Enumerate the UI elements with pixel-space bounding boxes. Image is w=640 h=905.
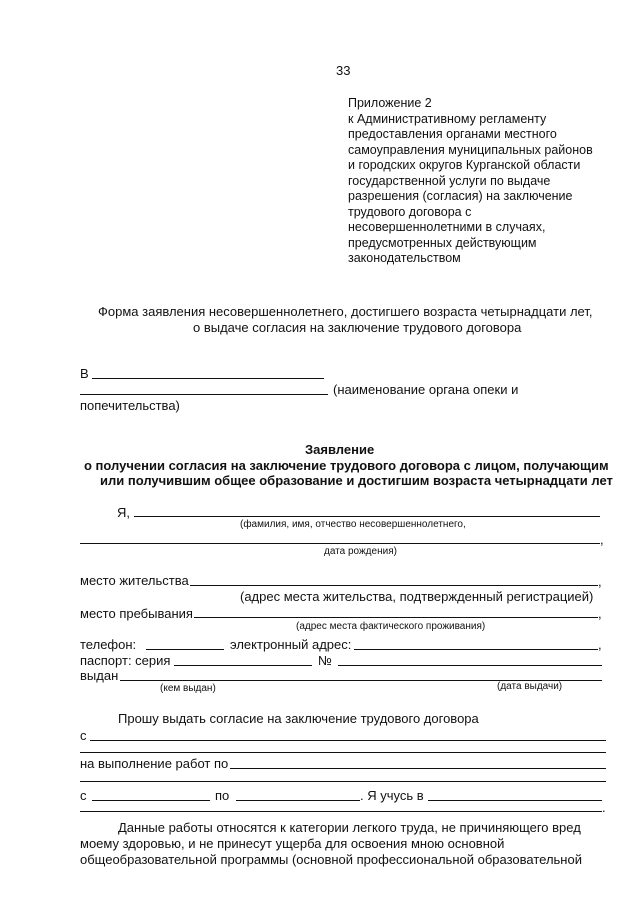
passport-series-field[interactable] bbox=[174, 665, 312, 666]
statement-title: Заявление bbox=[305, 442, 375, 457]
residence-field[interactable] bbox=[190, 585, 598, 586]
passport-number-field[interactable] bbox=[338, 665, 602, 666]
issue-date-hint: (дата выдачи) bbox=[497, 681, 563, 692]
school-field-line-2[interactable] bbox=[80, 811, 602, 812]
appendix-line: к Административному регламенту bbox=[348, 111, 547, 126]
stay-label: место пребывания bbox=[80, 606, 193, 621]
addressee-prefix: В bbox=[80, 366, 89, 381]
employer-field-line-2[interactable] bbox=[80, 752, 606, 753]
closing-line: общеобразовательной программы (основной профессиональной образовательной bbox=[80, 852, 582, 867]
statement-subtitle-1: о получении согласия на заключение трудового договора с лицом, получающим bbox=[84, 458, 609, 473]
residence-label: место жительства bbox=[80, 573, 189, 588]
form-title-line-2: о выдаче согласия на заключение трудового договора bbox=[193, 320, 522, 335]
work-label: на выполнение работ по bbox=[80, 756, 229, 771]
statement-subtitle-2: или получившим общее образование и достигшим возраста четырнадцати лет bbox=[100, 473, 613, 488]
birth-date-field[interactable] bbox=[80, 543, 600, 544]
study-label: . Я учусь в bbox=[360, 788, 424, 803]
fio-hint: (фамилия, имя, отчество несовершеннолетнего, bbox=[240, 519, 466, 530]
stay-field[interactable] bbox=[194, 617, 598, 618]
organ-name-hint-cont: попечительства) bbox=[80, 398, 180, 413]
appendix-line: государственной услуги по выдаче bbox=[348, 173, 551, 188]
issued-by-hint: (кем выдан) bbox=[160, 683, 216, 694]
organ-name-field-line-1[interactable] bbox=[92, 378, 324, 379]
page-number: 33 bbox=[336, 63, 351, 78]
appendix-line: трудового договора с bbox=[348, 204, 472, 219]
appendix-line: законодательством bbox=[348, 251, 461, 265]
appendix-line: несовершеннолетними в случаях, bbox=[348, 220, 546, 234]
appendix-line: предоставления органами местного bbox=[348, 127, 557, 141]
employer-field[interactable] bbox=[90, 740, 606, 741]
closing-line: Данные работы относятся к категории легкого труда, не причиняющего вред bbox=[118, 820, 581, 835]
issued-label: выдан bbox=[80, 668, 119, 683]
period-from-field[interactable] bbox=[92, 800, 210, 801]
work-field[interactable] bbox=[230, 768, 606, 769]
phone-label: телефон: bbox=[80, 637, 137, 652]
comma: , bbox=[600, 532, 604, 547]
phone-field[interactable] bbox=[146, 649, 224, 650]
period-from-label: с bbox=[80, 788, 87, 803]
birth-date-hint: дата рождения) bbox=[324, 546, 397, 557]
organ-name-hint: (наименование органа опеки и bbox=[333, 382, 519, 397]
organ-name-field-line-2[interactable] bbox=[80, 394, 328, 395]
closing-line: моему здоровью, и не принесут ущерба для освоения мною основной bbox=[80, 836, 505, 851]
form-title-line-1: Форма заявления несовершеннолетнего, достигшего возраста четырнадцати лет, bbox=[98, 304, 593, 319]
fio-field[interactable] bbox=[134, 516, 600, 517]
period-mark: . bbox=[602, 800, 606, 815]
appendix-block bbox=[348, 96, 593, 267]
appendix-line: и городских округов Курганской области bbox=[348, 158, 581, 172]
appendix-line: разрешения (согласия) на заключение bbox=[348, 189, 573, 203]
comma: , bbox=[598, 606, 602, 621]
request-text: Прошу выдать согласие на заключение трудового договора bbox=[118, 711, 479, 726]
passport-number-label: № bbox=[318, 653, 332, 668]
email-label: электронный адрес: bbox=[230, 637, 352, 652]
passport-series-label: паспорт: серия bbox=[80, 653, 171, 668]
comma: , bbox=[598, 574, 602, 589]
employer-label: с bbox=[80, 728, 87, 743]
comma: , bbox=[598, 637, 602, 652]
period-to-label: по bbox=[215, 788, 230, 803]
email-field[interactable] bbox=[354, 649, 598, 650]
period-to-field[interactable] bbox=[236, 800, 360, 801]
appendix-line: самоуправления муниципальных районов bbox=[348, 142, 593, 157]
appendix-line: предусмотренных действующим bbox=[348, 235, 537, 250]
i-label: Я, bbox=[117, 505, 130, 520]
appendix-line: Приложение 2 bbox=[348, 96, 432, 110]
work-field-line-2[interactable] bbox=[80, 781, 606, 782]
residence-hint: (адрес места жительства, подтвержденный регистрацией) bbox=[240, 589, 594, 604]
school-field[interactable] bbox=[428, 800, 602, 801]
stay-hint: (адрес места фактического проживания) bbox=[296, 621, 486, 632]
